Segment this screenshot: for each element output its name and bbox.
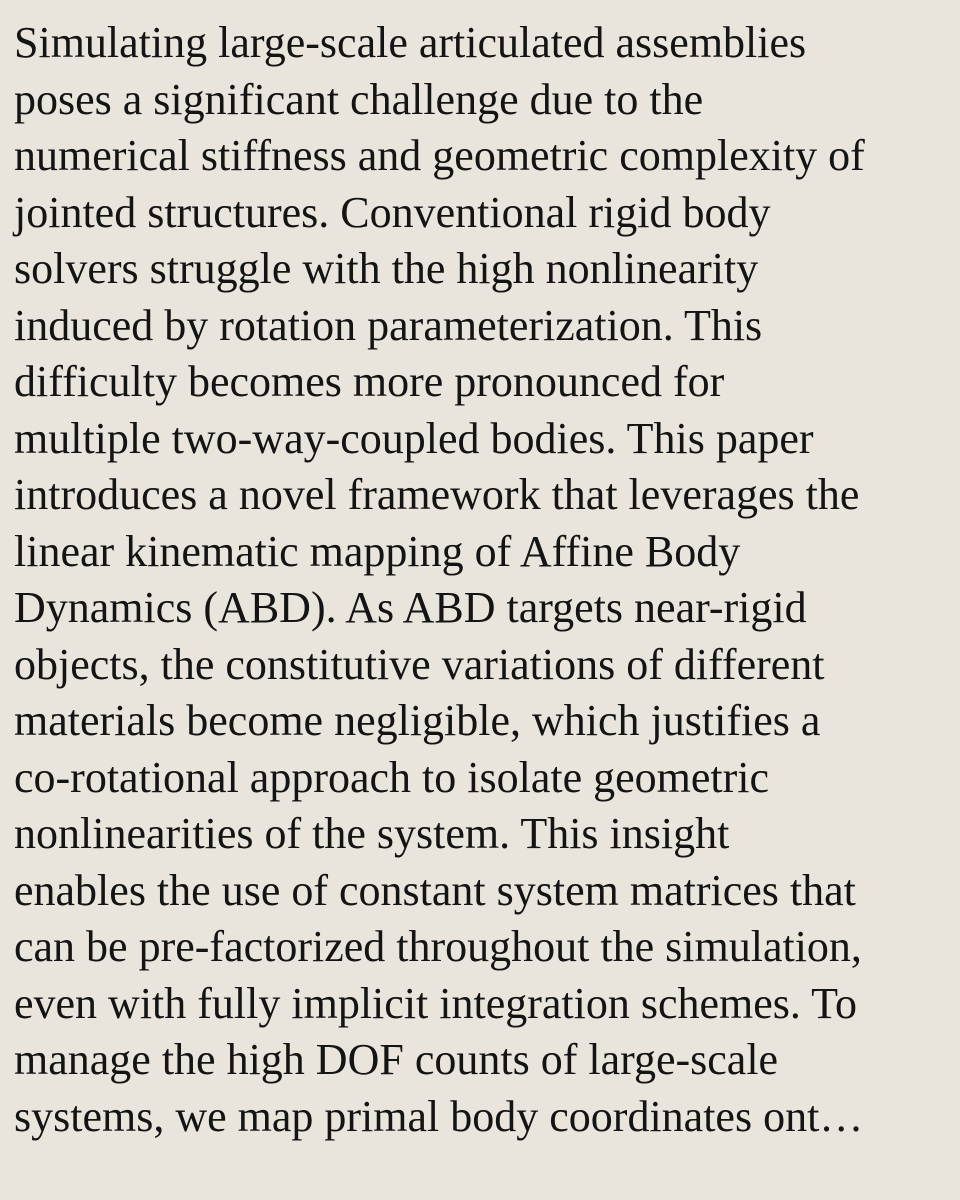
abstract-line-13: materials become negligible, which justifies a — [14, 696, 821, 745]
abstract-line-3: numerical stiffness and geometric complexity of — [14, 131, 865, 180]
abstract-line-2: poses a significant challenge due to the — [14, 74, 704, 124]
abstract-paragraph — [14, 15, 960, 1145]
abstract-line-14: co-rotational approach to isolate geometric — [14, 752, 770, 802]
abstract-line-18: even with fully implicit integration schemes. To — [14, 978, 857, 1028]
abstract-line-9: introduces a novel framework that leverages the — [14, 470, 860, 519]
abstract-line-5: solvers struggle with the high nonlinearity — [14, 244, 759, 293]
abstract-line-1: Simulating large-scale articulated assemblies — [14, 18, 807, 67]
abstract-line-12: objects, the constitutive variations of different — [14, 639, 825, 689]
abstract-line-19: manage the high DOF counts of large-scale — [14, 1035, 779, 1084]
abstract-line-8: multiple two-way-coupled bodies. This paper — [14, 413, 814, 463]
abstract-line-10: linear kinematic mapping of Affine Body — [14, 526, 741, 576]
abstract-line-6: induced by rotation parameterization. This — [14, 300, 763, 350]
abstract-line-4: jointed structures. Conventional rigid body — [14, 187, 771, 237]
abstract-line-15: nonlinearities of the system. This insight — [14, 809, 730, 858]
abstract-line-11: Dynamics (ABD). As ABD targets near-rigid — [14, 583, 807, 632]
abstract-line-20: systems, we map primal body coordinates ont… — [14, 1091, 864, 1141]
abstract-line-7: difficulty becomes more pronounced for — [14, 357, 725, 406]
abstract-line-16: enables the use of constant system matrices that — [14, 865, 856, 915]
abstract-line-17: can be pre-factorized throughout the simulation, — [14, 922, 862, 971]
